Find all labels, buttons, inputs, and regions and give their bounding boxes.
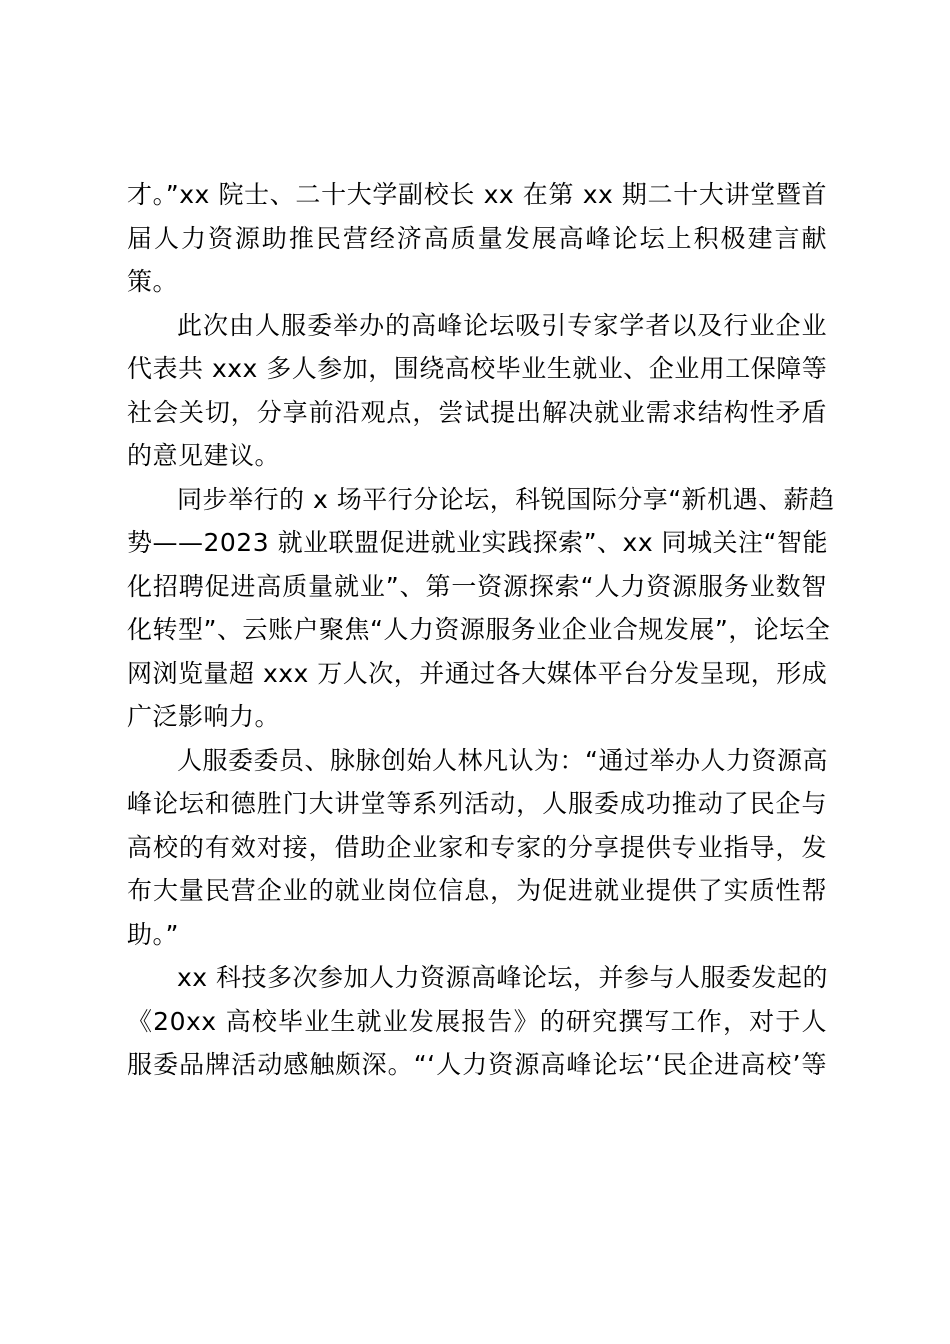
document-body — [127, 173, 835, 1087]
text-line: 《20xx 高校毕业生就业发展报告》的研究撰写工作，对于人 — [127, 1006, 827, 1036]
paragraph-5 — [127, 956, 827, 1087]
text-line: 代表共 xxx 多人参加，围绕高校毕业生就业、企业用工保障等 — [127, 354, 828, 383]
paragraph-2 — [127, 304, 827, 478]
text-line: 网浏览量超 xxx 万人次，并通过各大媒体平台分发呈现，形成 — [127, 658, 828, 688]
text-line: 高校的有效对接，借助企业家和专家的分享提供专业指导，发 — [127, 832, 827, 862]
text-line: 的意见建议。 — [127, 441, 281, 470]
text-line: 峰论坛和德胜门大讲堂等系列活动，人服委成功推动了民企与 — [127, 789, 827, 818]
text-line: xx 科技多次参加人力资源高峰论坛，并参与人服委发起的 — [177, 963, 829, 992]
text-line: 布大量民营企业的就业岗位信息，为促进就业提供了实质性帮 — [127, 876, 827, 905]
text-line: 势——2023 就业联盟促进就业实践探索”、xx 同城关注“智能 — [127, 528, 829, 557]
text-line: 化转型”、云账户聚焦“人力资源服务业企业合规发展”，论坛全 — [127, 615, 831, 644]
paragraph-3 — [127, 478, 835, 739]
paragraph-1 — [127, 173, 827, 304]
text-line: 同步举行的 x 场平行分论坛，科锐国际分享“新机遇、薪趋 — [177, 484, 835, 514]
text-line: 人服委委员、脉脉创始人林凡认为：“通过举办人力资源高 — [177, 745, 828, 775]
text-line: 化招聘促进高质量就业”、第一资源探索“人力资源服务业数智 — [127, 571, 827, 601]
text-line: 服委品牌活动感触颇深。“‘人力资源高峰论坛’‘民企进高校’等 — [127, 1050, 827, 1079]
paragraph-4 — [127, 739, 827, 957]
text-line: 届人力资源助推民营经济高质量发展高峰论坛上积极建言献 — [127, 223, 827, 253]
text-line: 社会关切，分享前沿观点，尝试提出解决就业需求结构性矛盾 — [127, 397, 827, 427]
text-line: 广泛影响力。 — [127, 702, 281, 731]
text-line: 此次由人服委举办的高峰论坛吸引专家学者以及行业企业 — [177, 310, 827, 340]
text-line: 助。” — [127, 919, 179, 949]
text-line: 策。 — [127, 267, 179, 296]
text-line: 才。”xx 院士、二十大学副校长 xx 在第 xx 期二十大讲堂暨首 — [127, 180, 827, 209]
